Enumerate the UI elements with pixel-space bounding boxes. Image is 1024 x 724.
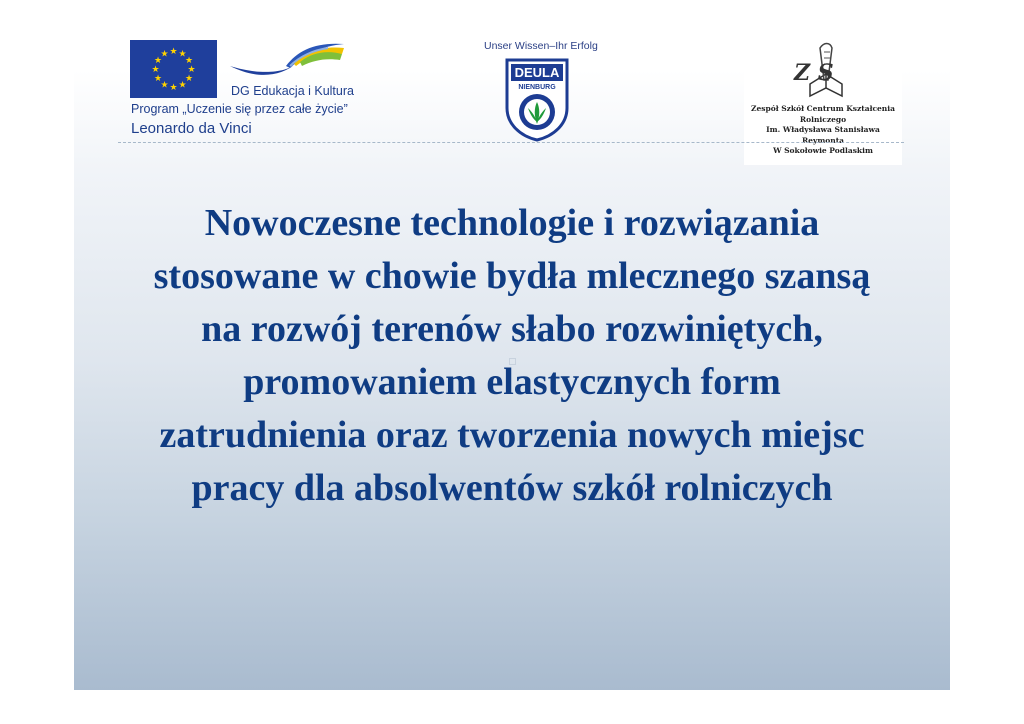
svg-text:★: ★ bbox=[151, 65, 160, 75]
placeholder-marker bbox=[509, 358, 516, 365]
svg-text:★: ★ bbox=[187, 65, 196, 75]
deula-sub: NIENBURG bbox=[518, 84, 556, 91]
school-letters: Z S bbox=[794, 60, 834, 86]
deula-name: DEULA bbox=[514, 65, 560, 80]
header-divider bbox=[118, 142, 904, 143]
leonardo-da-vinci-label: Leonardo da Vinci bbox=[131, 120, 252, 137]
dg-education-label: DG Edukacja i Kultura bbox=[231, 84, 354, 98]
svg-text:★: ★ bbox=[184, 74, 194, 84]
svg-text:★: ★ bbox=[178, 49, 187, 60]
deula-nienburg-logo bbox=[504, 58, 570, 142]
svg-text:★: ★ bbox=[178, 80, 187, 91]
school-name-line-2: Im. Władysława Stanisława Reymonta bbox=[766, 125, 880, 145]
lifelong-learning-program-label: Program „Uczenie się przez całe życie” bbox=[131, 102, 348, 116]
school-book-emblem-icon bbox=[780, 40, 872, 100]
school-name-line-1: Zespół Szkół Centrum Kształcenia Rolniczego bbox=[751, 104, 895, 124]
school-name-line-3: W Sokołowie Podlaskim bbox=[773, 146, 873, 155]
leonardo-swoosh-icon bbox=[228, 36, 346, 82]
slide-title: Nowoczesne technologie i rozwiązania stosowane w chowie bydła mlecznego szansą na rozwój terenów słabo rozwiniętych, promowaniem elastycznych form zatrudnienia oraz tworzenia nowych miejsc pracy dla absolwentów szkół rolniczych bbox=[153, 202, 871, 509]
svg-text:★: ★ bbox=[153, 74, 163, 84]
svg-text:★: ★ bbox=[153, 56, 163, 66]
school-name-text bbox=[744, 104, 902, 157]
svg-text:★: ★ bbox=[169, 47, 178, 57]
svg-text:★: ★ bbox=[160, 49, 169, 60]
logo-header bbox=[0, 0, 1024, 170]
eu-flag-icon bbox=[130, 40, 217, 98]
deula-slogan: Unser Wissen–Ihr Erfolg bbox=[484, 40, 598, 52]
svg-text:★: ★ bbox=[160, 80, 169, 91]
svg-text:★: ★ bbox=[184, 56, 194, 66]
svg-text:★: ★ bbox=[169, 83, 178, 93]
